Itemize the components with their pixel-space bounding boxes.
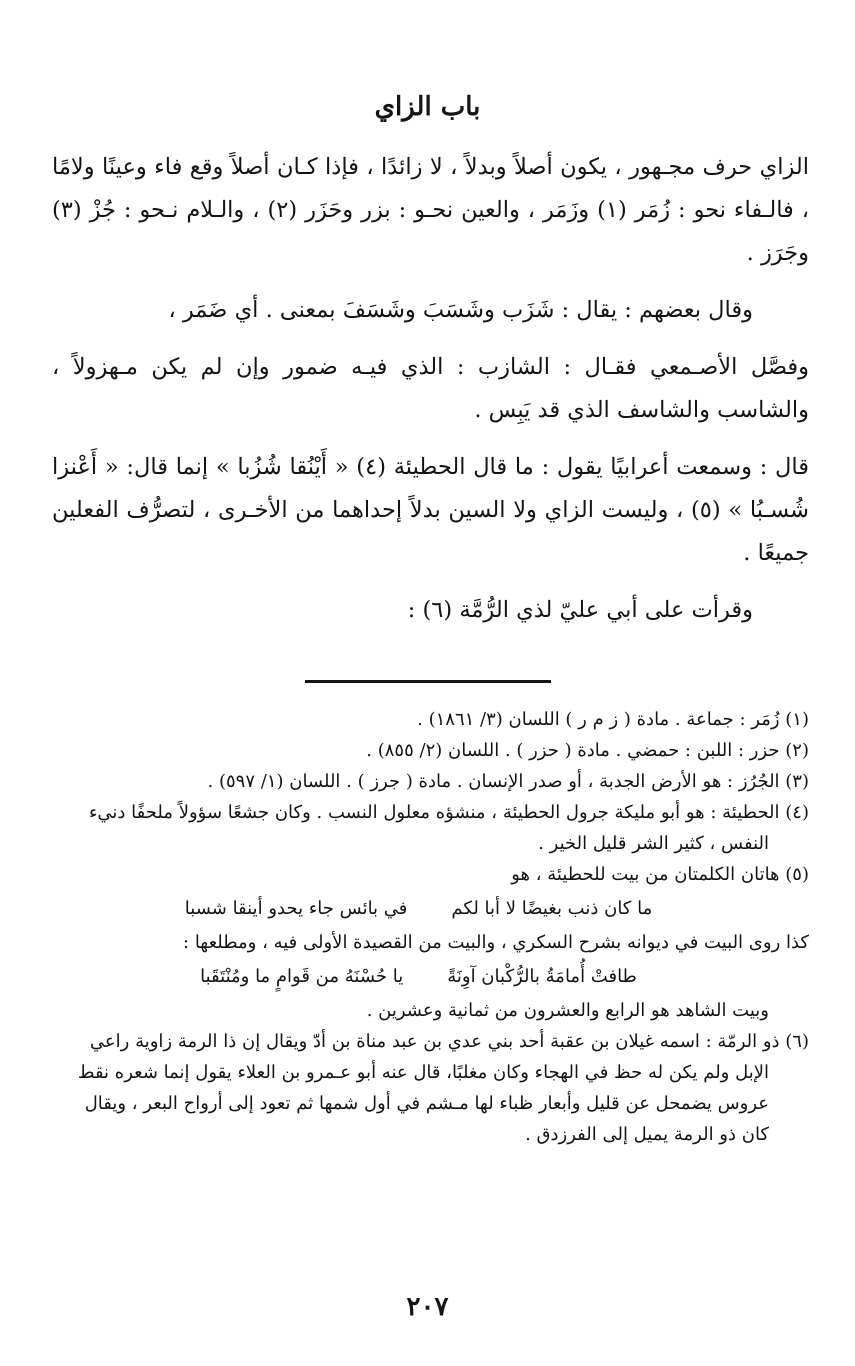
footnote-2: (٢) حزر : اللبن : حمضي . مادة ( حزر ) . اللسان (٢/ ٨٥٥) . bbox=[366, 740, 809, 761]
verse-2-first-hemistich: طافتْ أُمامَةُ بالرُّكْبان آوِنَةً bbox=[447, 966, 637, 987]
main-text bbox=[52, 146, 809, 632]
footnote-5-intro: (٥) هاتان الكلمتان من بيت للحطيئة ، هو bbox=[511, 864, 809, 885]
footnote-4-line-2: النفس ، كثير الشر قليل الخير . bbox=[538, 833, 769, 854]
verse-2-second-hemistich: يا حُسْنَهُ من قَوامٍ ما ومُنْتَقَبا bbox=[200, 966, 404, 987]
paragraph-2: وقال بعضهم : يقال : شَزَب وشَسَبَ وشَسَفَ بمعنى . أي ضَمَر ، bbox=[168, 297, 753, 323]
footnote-6-line-4: كان ذو الرمة يميل إلى الفرزدق . bbox=[525, 1124, 769, 1145]
footnote-1: (١) زُمَر : جماعة . مادة ( ز م ر ) اللسان (٣/ ١٨٦١) . bbox=[417, 709, 809, 730]
paragraph-4: قال : وسمعت أعرابيًا يقول : ما قال الحطيئة (٤) « أَيْنُقا شُزُبا » إنما قال: « أَعْنزا شُسـبُا » (٥) ، وليست الزاي ولا السين بدلاً إحداهما من الأخـرى ، لتصرُّف الفعلين جميعًا . bbox=[52, 454, 810, 566]
page-number: ٢٠٧ bbox=[406, 1292, 449, 1322]
paragraph-5: وقرأت على أبي عليّ لذي الرُّمَّة (٦) : bbox=[407, 597, 753, 623]
paragraph-1: الزاي حرف مجـهور ، يكون أصلاً وبدلاً ، لا زائدًا ، فإذا كـان أصلاً وقع فاء وعينًا ولامًا ، فالـفاء نحو : زُمَر (١) وزَمَر ، والعين نحـو : بزر وحَزَر (٢) ، والـلام نـحو : جُزْ (٣) وجَرَز . bbox=[52, 154, 810, 266]
chapter-title: باب الزاي bbox=[374, 92, 481, 122]
footnote-6-line-2: الإبل ولم يكن له حظ في الهجاء وكان مغلبًا، قال عنه أبو عـمرو بن العلاء يقول إنما شعره نقط bbox=[77, 1062, 769, 1083]
footnote-5-line-2: كذا روى البيت في ديوانه بشرح السكري ، والبيت من القصيدة الأولى فيه ، ومطلعها : bbox=[183, 932, 809, 953]
footnotes bbox=[28, 704, 809, 1150]
verse-1-first-hemistich: ما كان ذنب بغيضًا لا أبا لكم bbox=[451, 898, 653, 919]
footnote-5-verse-1 bbox=[28, 893, 809, 924]
footnote-divider bbox=[305, 680, 551, 683]
paragraph-3: وفصَّل الأصـمعي فقـال : الشازب : الذي فيـه ضمور وإن لم يكن مـهزولاً ، والشاسب والشاسف الذي قد يَبِس . bbox=[52, 354, 809, 423]
verse-1-second-hemistich: في بائس جاء يحدو أينقا شسبا bbox=[184, 898, 408, 919]
footnote-6-line-3: عروس يضمحل عن قليل وأبعار ظباء لها مـشم في أول شمها ثم تعود إلى أرواح البعر ، ويقال bbox=[84, 1093, 769, 1114]
footnote-6-line-1: (٦) ذو الرمّة : اسمه غيلان بن عقبة أحد بني عدي بن عبد مناة بن أدّ ويقال إن ذا الرمة زاوية راعي bbox=[89, 1031, 809, 1052]
footnote-5-line-3: وبيت الشاهد هو الرابع والعشرون من ثمانية وعشرين . bbox=[366, 1000, 769, 1021]
footnote-5-verse-2 bbox=[28, 961, 809, 992]
footnote-4-line-1: (٤) الحطيئة : هو أبو مليكة جرول الحطيئة ، منشؤه معلول النسب . وكان جشعًا سؤولاً ملحفًا دنيء bbox=[88, 802, 809, 823]
footnote-3: (٣) الجُرُز : هو الأرض الجدبة ، أو صدر الإنسان . مادة ( جرز ) . اللسان (١/ ٥٩٧) . bbox=[207, 771, 809, 792]
